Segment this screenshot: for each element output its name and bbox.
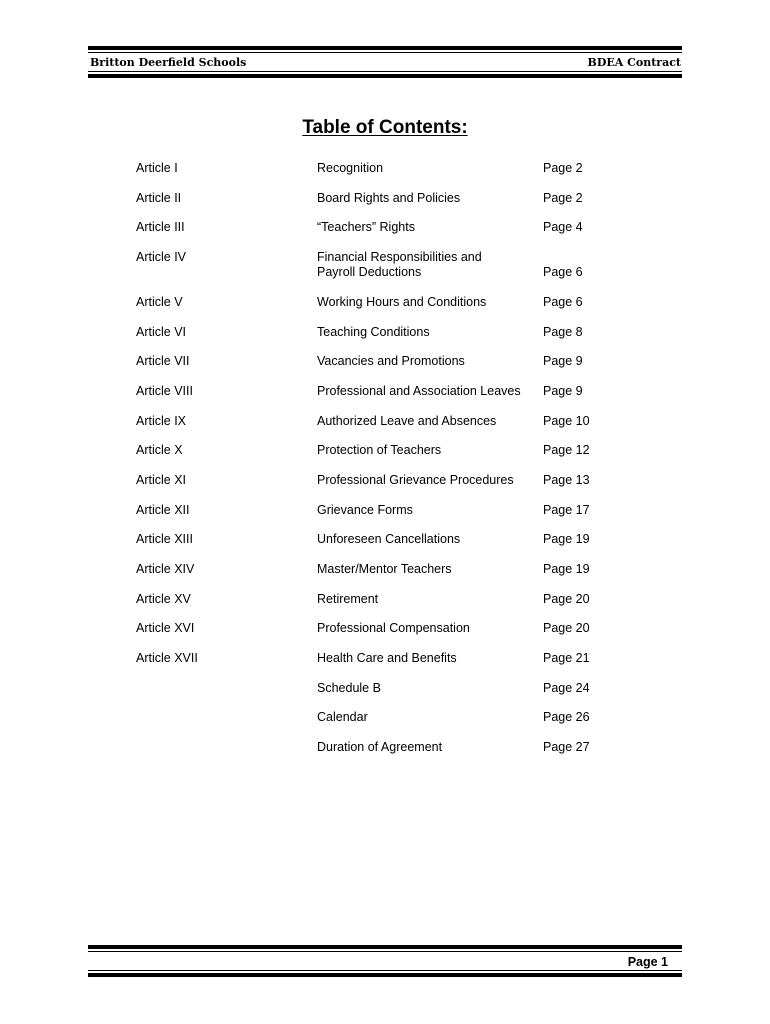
toc-article-number: Article IX	[136, 414, 187, 428]
toc-entry-title-line2: Payroll Deductions	[317, 265, 422, 279]
footer-rule-top-thin	[88, 951, 682, 952]
toc-entry-title: Grievance Forms	[317, 503, 413, 517]
toc-page-number: Page 12	[543, 443, 590, 457]
toc-article-number: Article VI	[136, 325, 187, 339]
toc-entry-title: Duration of Agreement	[317, 740, 443, 754]
toc-entry-title: Working Hours and Conditions	[317, 295, 487, 309]
toc-article-number: Article I	[136, 161, 178, 175]
toc-article-number: Article IV	[136, 250, 187, 264]
toc-article-number: Article XIV	[136, 562, 195, 576]
toc-page-number: Page 24	[543, 681, 590, 695]
toc-article-number: Article XIII	[136, 532, 193, 546]
toc-page-number: Page 19	[543, 562, 590, 576]
toc-entry-title: “Teachers” Rights	[317, 220, 415, 234]
toc-entry-title: Protection of Teachers	[317, 443, 442, 457]
toc-page-number: Page 6	[543, 295, 583, 309]
footer-rule-top	[88, 945, 682, 949]
toc-entry-title: Professional Grievance Procedures	[317, 473, 514, 487]
toc-entry-title: Calendar	[317, 710, 368, 724]
toc-article-number: Article VIII	[136, 384, 193, 398]
toc-entry-title: Board Rights and Policies	[317, 191, 461, 205]
footer-page-number: Page 1	[627, 955, 668, 969]
toc-entry-title: Retirement	[317, 592, 379, 606]
toc-article-number: Article X	[136, 443, 183, 457]
toc-page-number: Page 2	[543, 161, 583, 175]
footer-rule-bottom-thin	[88, 970, 682, 971]
toc-page-number: Page 10	[543, 414, 590, 428]
toc-article-number: Article VII	[136, 354, 190, 368]
toc-entry-title: Vacancies and Promotions	[317, 354, 465, 368]
toc-page-number: Page 9	[543, 384, 583, 398]
toc-page-number: Page 6	[543, 265, 583, 279]
footer-rule-bottom	[88, 973, 682, 977]
toc-page-number: Page 20	[543, 621, 590, 635]
toc-entry-title: Schedule B	[317, 681, 381, 695]
header-school-name: Britton Deerfield Schools	[90, 56, 247, 69]
toc-article-number: Article XVII	[136, 651, 198, 665]
toc-entry-title: Unforeseen Cancellations	[317, 532, 461, 546]
toc-page-number: Page 17	[543, 503, 590, 517]
toc-page-number: Page 8	[543, 325, 583, 339]
header-document-name: BDEA Contract	[587, 56, 681, 69]
toc-page-number: Page 2	[543, 191, 583, 205]
toc-article-number: Article XI	[136, 473, 187, 487]
toc-page-number: Page 13	[543, 473, 590, 487]
toc-page-number: Page 27	[543, 740, 590, 754]
toc-article-number: Article II	[136, 191, 182, 205]
toc-article-number: Article XII	[136, 503, 190, 517]
toc-entry-title-line1: Financial Responsibilities and	[317, 250, 482, 264]
toc-page-number: Page 21	[543, 651, 590, 665]
toc-article-number: Article XVI	[136, 621, 195, 635]
toc-entry-title: Master/Mentor Teachers	[317, 562, 452, 576]
toc-entry-title: Teaching Conditions	[317, 325, 430, 339]
toc-page-number: Page 20	[543, 592, 590, 606]
toc-page-number: Page 26	[543, 710, 590, 724]
toc-page-number: Page 19	[543, 532, 590, 546]
toc-article-number: Article V	[136, 295, 183, 309]
toc-article-number: Article XV	[136, 592, 191, 606]
toc-page-number: Page 4	[543, 220, 583, 234]
toc-page-number: Page 9	[543, 354, 583, 368]
toc-article-number: Article III	[136, 220, 185, 234]
toc-entry-title: Recognition	[317, 161, 384, 175]
toc-entry-title: Professional and Association Leaves	[317, 384, 521, 398]
toc-entry-title: Health Care and Benefits	[317, 651, 457, 665]
toc-entry-title: Authorized Leave and Absences	[317, 414, 497, 428]
toc-entry-title: Professional Compensation	[317, 621, 470, 635]
page-title: Table of Contents:	[302, 117, 468, 138]
